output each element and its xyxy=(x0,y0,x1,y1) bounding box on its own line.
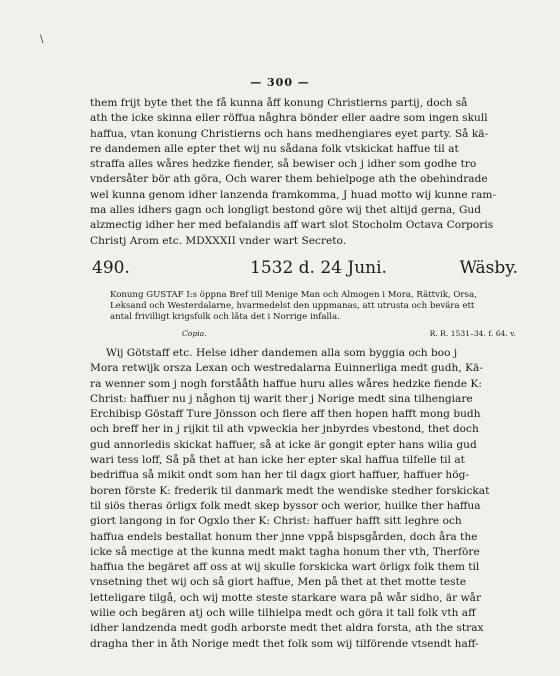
text-line: vnsetning thet wij och så giort haffue, Men på thet at thet motte teste xyxy=(90,576,467,589)
text-line: giort langong in for Ogxlo ther K: Christ: haffuer hafft sitt leghre och xyxy=(90,515,462,528)
text-line: ath the icke skinna eller röffua någhra bönder eller aadre som ingen skull xyxy=(90,112,488,125)
paragraph-top xyxy=(90,96,518,249)
text-line: gud annorledis skickat haffuer, så at icke är gongit epter hans wilia gud xyxy=(90,438,477,451)
text-line: idher landzenda medt godh arborste medt thet aldra forsta, ath the strax xyxy=(90,622,484,635)
text-line: straffa alles wåres hedzke fiender, så bewiser och j idher som godhe tro xyxy=(90,158,477,171)
regest-line: Konung GUSTAF I:s öppna Bref till Menige Man och Almogen i Mora, Rättvik, Orsa, xyxy=(110,290,477,300)
text-line: alzmectig idher her med befalandis aff wart slot Stocholm Octava Corporis xyxy=(90,219,494,232)
text-line: Christj Arom etc. MDXXXII vnder wart Secreto. xyxy=(90,234,347,247)
margin-mark: \ xyxy=(40,34,44,45)
text-line: haffua the begäret aff oss at wij skulle forskicka wart örligx folk them til xyxy=(90,561,480,574)
entry-place: Wäsby. xyxy=(459,258,518,278)
text-line: til siös theras örligx folk medt skep byssor och werior, huilke ther haffua xyxy=(90,499,481,512)
entry-heading xyxy=(92,258,518,280)
text-line: ra wenner som j nogh forstååth haffue huru alles wåres hedzke fiende K: xyxy=(90,377,482,390)
text-line: them frijt byte thet the få kunna åff konung Christierns partij, doch så xyxy=(90,97,468,109)
source-reference: R. R. 1531–34. f. 64. v. xyxy=(429,329,516,338)
source-copia: Copia. xyxy=(182,329,207,338)
page-number: — 300 — xyxy=(250,76,310,89)
text-line: Erchibisp Göstaff Ture Jönsson och flere aff then hopen hafft mong budh xyxy=(90,408,481,421)
text-line: wel kunna genom idher lanzenda framkomma, J huad motto wij kunne ram- xyxy=(90,188,497,201)
text-line: haffua endels bestallat honum ther jnne vppå bispsgården, doch åra the xyxy=(90,530,478,543)
text-line: bedriffua så mikit ondt som han her til dagx giort haffuer, haffuer hög- xyxy=(90,469,469,482)
text-line: boren förste K: frederik til danmark medt the wendiske stedher forskickat xyxy=(90,484,490,497)
text-line: icke så mectige at the kunna medt makt tagha honum ther vth, Therföre xyxy=(90,545,480,558)
text-line: wilie och begären atj och wille tilhielpa medt och göra it tall folk vth aff xyxy=(90,607,476,620)
paragraph-letter xyxy=(90,346,518,652)
regest-line: Leksand och Westerdalarne, hvarmedelst den uppmanas, att utrusta och bevära ett xyxy=(110,301,475,312)
text-line: Wij Götstaff etc. Helse idher dandemen alla som byggia och boo j xyxy=(106,347,458,359)
regest-line: antal frivilligt krigsfolk och låta det i Norrige infalla. xyxy=(110,312,340,323)
text-line: re dandemen alle epter thet wij nu sådana folk vtskickat haffue til at xyxy=(90,142,459,155)
text-line: Christ: haffuer nu j någhon tij warit ther j Norige medt sina tilhengiare xyxy=(90,392,473,405)
text-line: vndersåter bör ath göra, Och warer them behielpoge ath the obehindrade xyxy=(90,173,488,186)
text-line: och breff her in j rijkit til ath vpweckia her jnbyrdes vbestond, thet doch xyxy=(90,423,479,436)
text-line: Mora retwijk orsza Lexan och westredalarna Euinnerliga medt gudh, Kä- xyxy=(90,362,483,375)
entry-regest xyxy=(110,290,520,324)
entry-number: 490. xyxy=(92,258,130,278)
text-line: dragha ther in åth Norige medt thet folk som wij tilförende vtsendt haff- xyxy=(90,637,479,650)
text-line: ma alles idhers gagn och longligt bestond göre wij thet altijd gerna, Gud xyxy=(90,204,482,217)
text-line: haffua, vtan konung Christierns och hans medhengiares eyet party. Så kä- xyxy=(90,127,489,140)
text-line: wari tess loff, Så på thet at han icke her epter skal haffua tilfelle til at xyxy=(90,454,465,467)
entry-date: 1532 d. 24 Juni. xyxy=(250,258,387,278)
text-line: letteligare tilgå, och wij motte steste starkare wara på wår sidho, är wår xyxy=(90,591,482,604)
